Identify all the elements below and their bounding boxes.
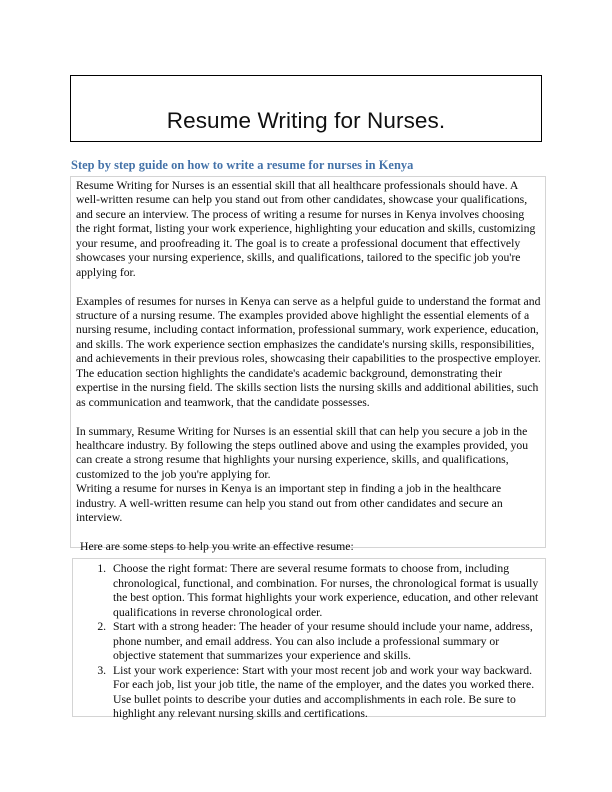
paragraph-1: Resume Writing for Nurses is an essential skill that all healthcare professionals should have. A well-written resume can help you stand out from other candidates, showcase your qualifications, and secure an interview. The process of writing a resume for nurses in Kenya involves choosing the right format, listing your work experience, highlighting your education and skills, customizing your resume, and proofreading it. The goal is to create a professional document that effectively showcases your nursing experience, skills, and qualifications, tailored to the specific job you're applying for. <box>76 179 536 279</box>
title-box <box>70 75 542 142</box>
list-item: 1. Choose the right format: There are several resume formats to choose from, including chronological, functional, and combination. For nurses, the chronological format is usually the best option. This format highlights your work experience, education, and other relevant qualifications in reverse chronological order. <box>109 562 541 620</box>
section-heading: Step by step guide on how to write a resume for nurses in Kenya <box>71 158 414 172</box>
paragraph-3: In summary, Resume Writing for Nurses is an essential skill that can help you secure a job in the healthcare industry. By following the steps outlined above and using the examples provided, you can create a strong resume that highlights your nursing experience, skills, and qualifications, customized to the job you're applying for. <box>76 424 529 481</box>
paragraph-2: Examples of resumes for nurses in Kenya can serve as a helpful guide to understand the format and structure of a nursing resume. The examples provided above highlight the essential elements of a nursing resume, including contact information, professional summary, work experience, education, and skills. The work experience section emphasizes the candidate's nursing skills, responsibilities, and achievements in their previous roles, showcasing their capabilities to the prospective employer. The education section highlights the candidate's academic background, demonstrating their expertise in the nursing field. The skills section lists the nursing skills and additional abilities, such as communication and teamwork, that the candidate possesses. <box>76 294 541 409</box>
list-item: 3. List your work experience: Start with your most recent job and work your way backward. For each job, list your job title, the name of the employer, and the dates you worked there. Use bullet points to describe your duties and accomplishments in each role. Be sure to highlight any relevant nursing skills and certifications. <box>109 664 541 722</box>
list-item: 2. Start with a strong header: The header of your resume should include your name, address, phone number, and email address. You can also include a professional summary or objective statement that summarizes your experience and skills. <box>109 620 541 664</box>
paragraph-4: Writing a resume for nurses in Kenya is an important step in finding a job in the healthcare industry. A well-written resume can help you stand out from other candidates and secure an interview. <box>76 482 503 525</box>
paragraph-spacer <box>76 280 541 294</box>
steps-intro-line: Here are some steps to help you write an effective resume: <box>80 540 354 554</box>
document-title: Resume Writing for Nurses. <box>166 108 446 134</box>
paragraph-spacer <box>76 526 541 540</box>
steps-list-box <box>72 558 546 720</box>
body-text-box <box>70 176 546 554</box>
steps-list <box>73 562 541 722</box>
paragraph-spacer <box>76 410 541 424</box>
